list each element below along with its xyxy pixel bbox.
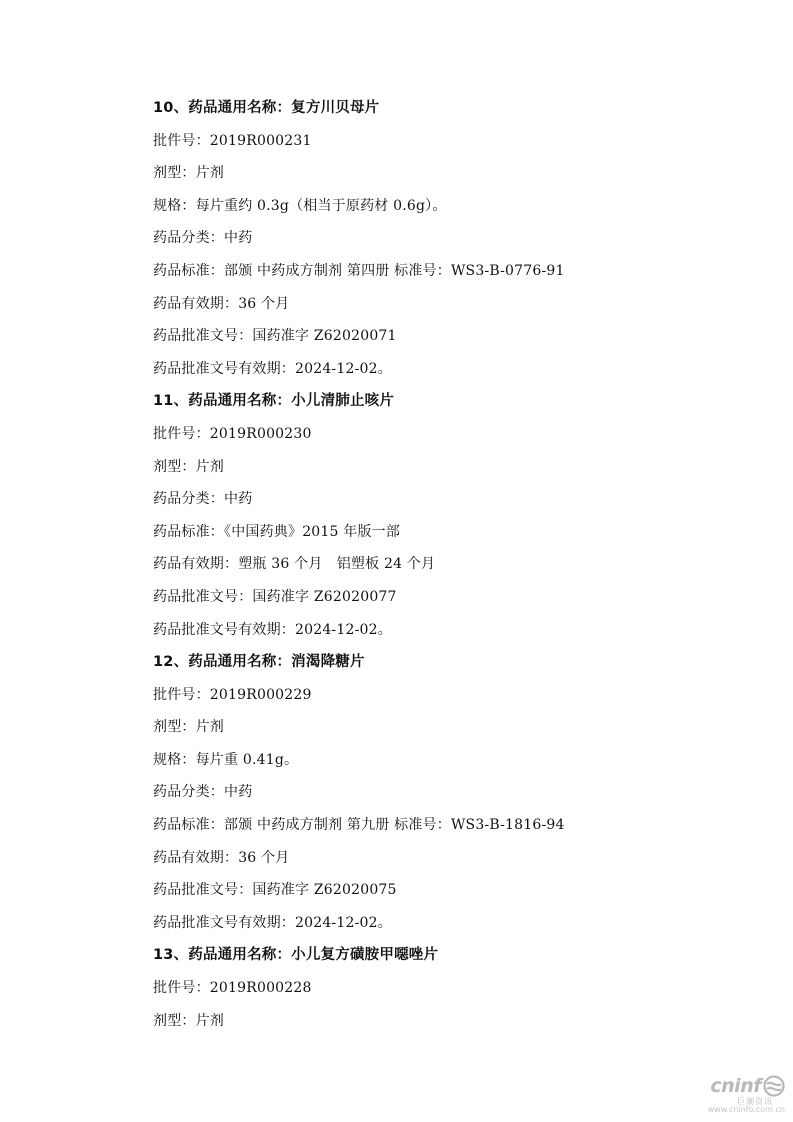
drug-field: 药品分类：中药 <box>153 784 253 801</box>
cninfo-watermark <box>695 1074 785 1114</box>
drug-field: 药品标准：部颁 中药成方制剂 第四册 标准号：WS3-B-0776-91 <box>153 262 565 279</box>
cninfo-logo-icon <box>763 1075 785 1097</box>
drug-field: 批件号：2019R000231 <box>153 132 312 149</box>
drug-field: 药品标准：部颁 中药成方制剂 第九册 标准号：WS3-B-1816-94 <box>153 817 565 834</box>
drug-heading: 10、药品通用名称：复方川贝母片 <box>153 100 380 116</box>
drug-field: 药品批准文号有效期：2024-12-02。 <box>153 621 392 638</box>
drug-field: 批件号：2019R000230 <box>153 425 312 442</box>
drug-field: 药品分类：中药 <box>153 491 253 508</box>
drug-field: 药品批准文号有效期：2024-12-02。 <box>153 914 392 931</box>
watermark-url: www.cninfo.com.cn <box>707 1105 785 1114</box>
drug-field: 剂型：片剂 <box>153 165 224 182</box>
drug-heading: 12、药品通用名称：消渴降糖片 <box>153 654 365 671</box>
drug-field: 药品标准：《中国药典》2015 年版一部 <box>153 523 401 540</box>
drug-field: 批件号：2019R000229 <box>153 686 312 703</box>
document-body <box>153 96 753 1041</box>
drug-field: 药品分类：中药 <box>153 230 253 247</box>
drug-field: 规格：每片重约 0.3g（相当于原药材 0.6g）。 <box>153 197 447 214</box>
drug-heading: 13、药品通用名称：小儿复方磺胺甲噁唑片 <box>153 947 439 964</box>
drug-heading: 11、药品通用名称：小儿清肺止咳片 <box>153 393 395 410</box>
drug-field: 剂型：片剂 <box>153 719 224 736</box>
drug-field: 药品有效期：36 个月 <box>153 849 290 866</box>
drug-field: 剂型：片剂 <box>153 1012 224 1029</box>
drug-field: 药品批准文号：国药准字 Z62020071 <box>153 328 397 345</box>
drug-field: 药品批准文号：国药准字 Z62020077 <box>153 588 397 605</box>
watermark-sub: 巨潮资讯 <box>737 1097 773 1106</box>
drug-field: 药品有效期：塑瓶 36 个月 铝塑板 24 个月 <box>153 556 436 573</box>
watermark-brand: cninf <box>710 1075 761 1097</box>
drug-field: 批件号：2019R000228 <box>153 980 312 997</box>
drug-field: 剂型：片剂 <box>153 458 224 475</box>
cninfo-logo <box>710 1074 785 1098</box>
drug-field: 药品有效期：36 个月 <box>153 295 290 312</box>
drug-field: 药品批准文号有效期：2024-12-02。 <box>153 360 392 377</box>
drug-field: 药品批准文号：国药准字 Z62020075 <box>153 882 397 899</box>
drug-field: 规格：每片重 0.41g。 <box>153 751 299 768</box>
